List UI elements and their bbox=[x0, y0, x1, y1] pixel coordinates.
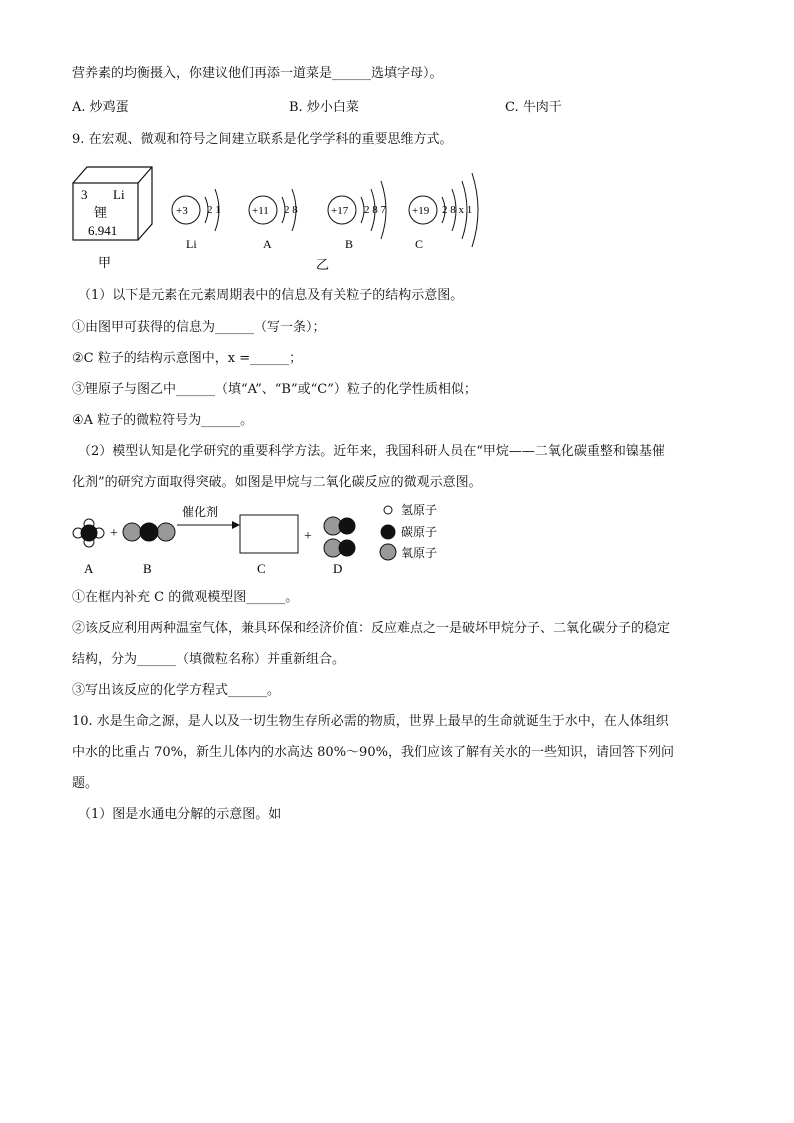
q9-figure-element-and-atoms bbox=[0, 155, 794, 295]
q9-part2-text-line2: 化剂”的研究方面取得突破。如图是甲烷与二氧化碳反应的微观示意图。 bbox=[72, 475, 482, 490]
atom-li-label: Li bbox=[186, 237, 197, 251]
q9-part1-question-4: ④A 粒子的微粒符号为______。 bbox=[72, 413, 254, 428]
molecule-d-carbon-monoxide bbox=[324, 517, 355, 557]
figure-caption-yi: 乙 bbox=[316, 257, 330, 272]
legend-hydrogen-symbol bbox=[384, 506, 392, 514]
q9-part2-text-line1: （2）模型认知是化学研究的重要科学方法。近年来，我国科研人员在“甲烷——二氧化碳重整和镍基催 bbox=[78, 444, 665, 459]
molecule-label-a: A bbox=[84, 561, 94, 576]
element-mass: 6.941 bbox=[88, 223, 118, 238]
q8-option-a: A. 炒鸡蛋 bbox=[72, 100, 129, 115]
q10-part1-text: （1）图是水通电分解的示意图。如 bbox=[78, 807, 282, 822]
reaction-arrow-head bbox=[232, 521, 240, 529]
molecule-b-carbon-dioxide bbox=[123, 523, 175, 541]
atom-li-nucleus: +3 bbox=[176, 205, 188, 217]
q9-part2-question-1: ①在框内补充 C 的微观模型图______。 bbox=[72, 590, 299, 605]
figure-caption-jia: 甲 bbox=[98, 255, 112, 270]
q8-option-b: B. 炒小白菜 bbox=[289, 100, 359, 115]
legend-hydrogen-label: 氢原子 bbox=[401, 503, 438, 517]
q9-part1-question-2: ②C 粒子的结构示意图中，x =______； bbox=[72, 351, 303, 366]
atom-a-nucleus: +11 bbox=[252, 205, 269, 217]
atom-b-nucleus: +17 bbox=[331, 205, 349, 217]
atom-c-shells: 2 8 x 1 bbox=[442, 204, 473, 216]
q9-reaction-micro-diagram bbox=[0, 500, 794, 580]
element-name: 锂 bbox=[94, 205, 108, 220]
molecule-a-methane bbox=[73, 519, 104, 547]
molecule-label-c: C bbox=[257, 561, 266, 576]
q9-part1-question-1: ①由图甲可获得的信息为______（写一条）； bbox=[72, 320, 326, 335]
molecule-label-d: D bbox=[333, 561, 343, 576]
legend-oxygen-label: 氧原子 bbox=[401, 546, 438, 560]
q9-stem: 9. 在宏观、微观和符号之间建立联系是化学学科的重要思维方式。 bbox=[72, 132, 453, 147]
q10-stem-line2: 中水的比重占 70%，新生儿体内的水高达 80%～90%，我们应该了解有关水的一些知识，请回答下列问 bbox=[72, 745, 674, 760]
q10-stem-line3: 题。 bbox=[72, 776, 99, 791]
legend-carbon-symbol bbox=[381, 525, 395, 539]
reaction-legend bbox=[380, 506, 396, 560]
q9-part2-question-2-line1: ②该反应利用两种温室气体，兼具环保和经济价值：反应难点之一是破坏甲烷分子、二氧化碳分子的稳定 bbox=[72, 621, 671, 636]
atom-c-nucleus: +19 bbox=[412, 205, 430, 217]
catalyst-label: 催化剂 bbox=[182, 505, 219, 519]
atom-li-shells: 2 1 bbox=[207, 204, 221, 216]
q8-tail-text: 营养素的均衡摄入，你建议他们再添一道菜是______选填字母）。 bbox=[72, 66, 443, 81]
q9-part1-intro: （1）以下是元素在元素周期表中的信息及有关粒子的结构示意图。 bbox=[78, 288, 464, 303]
atom-b-shells: 2 8 7 bbox=[364, 204, 386, 216]
molecule-label-b: B bbox=[143, 561, 152, 576]
q9-part2-question-2-line2: 结构，分为______（填微粒名称）并重新组合。 bbox=[72, 652, 346, 667]
q9-part1-question-3: ③锂原子与图乙中______（填“A”、“B”或“C”）粒子的化学性质相似； bbox=[72, 382, 477, 397]
legend-oxygen-symbol bbox=[380, 544, 396, 560]
atom-a-label: A bbox=[263, 237, 272, 251]
element-atomic-number: 3 bbox=[81, 187, 88, 202]
atom-c-label: C bbox=[415, 237, 424, 251]
answer-box-c[interactable] bbox=[240, 515, 298, 553]
element-symbol: Li bbox=[113, 187, 125, 202]
plus-sign-1: + bbox=[110, 526, 118, 541]
q9-part2-question-3: ③写出该反应的化学方程式______。 bbox=[72, 683, 281, 698]
atom-b-label: B bbox=[345, 237, 354, 251]
q8-option-c: C. 牛肉干 bbox=[505, 100, 562, 115]
plus-sign-2: + bbox=[304, 529, 312, 544]
q10-stem-line1: 10. 水是生命之源，是人以及一切生物生存所必需的物质，世界上最早的生命就诞生于水中，在人体组织 bbox=[72, 714, 669, 729]
legend-carbon-label: 碳原子 bbox=[401, 525, 438, 539]
atom-a-shells: 2 8 bbox=[284, 204, 298, 216]
